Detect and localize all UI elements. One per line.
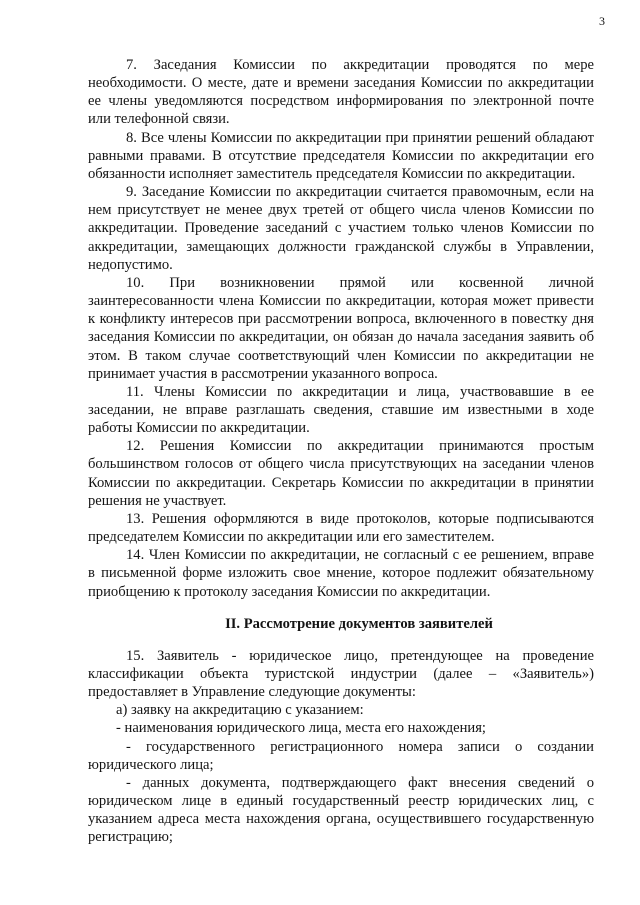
paragraph-8: 8. Все члены Комиссии по аккредитации при принятии решений обладают равными правами. В отсутствие председателя Комиссии по аккредитации его обязанности исполняет заместитель председателя Комиссии по аккредитации. <box>88 129 594 182</box>
list-item-registry-data: - данных документа, подтверждающего факт внесения сведений о юридическом лице в единый государственный реестр юридических лиц, с указанием адреса места нахождения органа, осуществившего государственную регистрацию; <box>88 774 594 846</box>
paragraph-7: 7. Заседания Комиссии по аккредитации проводятся по мере необходимости. О месте, дате и времени заседания Комиссии по аккредитации ее члены уведомляются посредством информирования по электронной почте или телефонной связи. <box>88 57 594 128</box>
paragraph-15: 15. Заявитель - юридическое лицо, претендующее на проведение классификации объекта туристской индустрии (далее – «Заявитель») предоставляет в Управление следующие документы: <box>88 647 594 701</box>
paragraph-9: 9. Заседание Комиссии по аккредитации считается правомочным, если на нем присутствует не менее двух третей от общего числа членов Комиссии по аккредитации. Проведение заседаний с участием только членов Комиссии по аккредитации, замещающих должности гражданской службы в Управлении, недопустимо. <box>88 184 594 273</box>
paragraph-11: 11. Члены Комиссии по аккредитации и лица, участвовавшие в ее заседании, не вправе разглашать сведения, ставшие им известными в ходе работы Комиссии по аккредитации. <box>88 383 594 437</box>
paragraph-12: 12. Решения Комиссии по аккредитации принимаются простым большинством голосов от общего числа присутствующих на заседании членов Комиссии по аккредитации. Секретарь Комиссии по аккредитации в принятии решения не участвует. <box>88 438 594 509</box>
list-item-registration-number: - государственного регистрационного номера записи о создании юридического лица; <box>88 738 594 773</box>
paragraph-10: 10. При возникновении прямой или косвенной личной заинтересованности члена Комиссии по аккредитации, которая может привести к конфликту интересов при рассмотрении вопроса, включенного в повестку дня заседания Комиссии по аккредитации, он обязан до начала заседания заявить об этом. В таком случае соответствующий член Комиссии по аккредитации не принимает участия в рассмотрении указанного вопроса. <box>88 274 594 382</box>
document-body <box>88 56 594 847</box>
section-heading: II. Рассмотрение документов заявителей <box>225 615 493 632</box>
paragraph-14: 14. Член Комиссии по аккредитации, не согласный с ее решением, вправе в письменной форме изложить свое мнение, которое подлежит обязательному приобщению к протоколу заседания Комиссии по аккредитации. <box>88 547 594 600</box>
page-number: 3 <box>599 14 605 28</box>
list-item-name: - наименования юридического лица, места его нахождения; <box>116 720 486 737</box>
paragraph-13: 13. Решения оформляются в виде протоколов, которые подписываются председателем Комиссии по аккредитации или его заместителем. <box>88 510 594 546</box>
list-item-a: а) заявку на аккредитацию с указанием: <box>116 702 364 719</box>
